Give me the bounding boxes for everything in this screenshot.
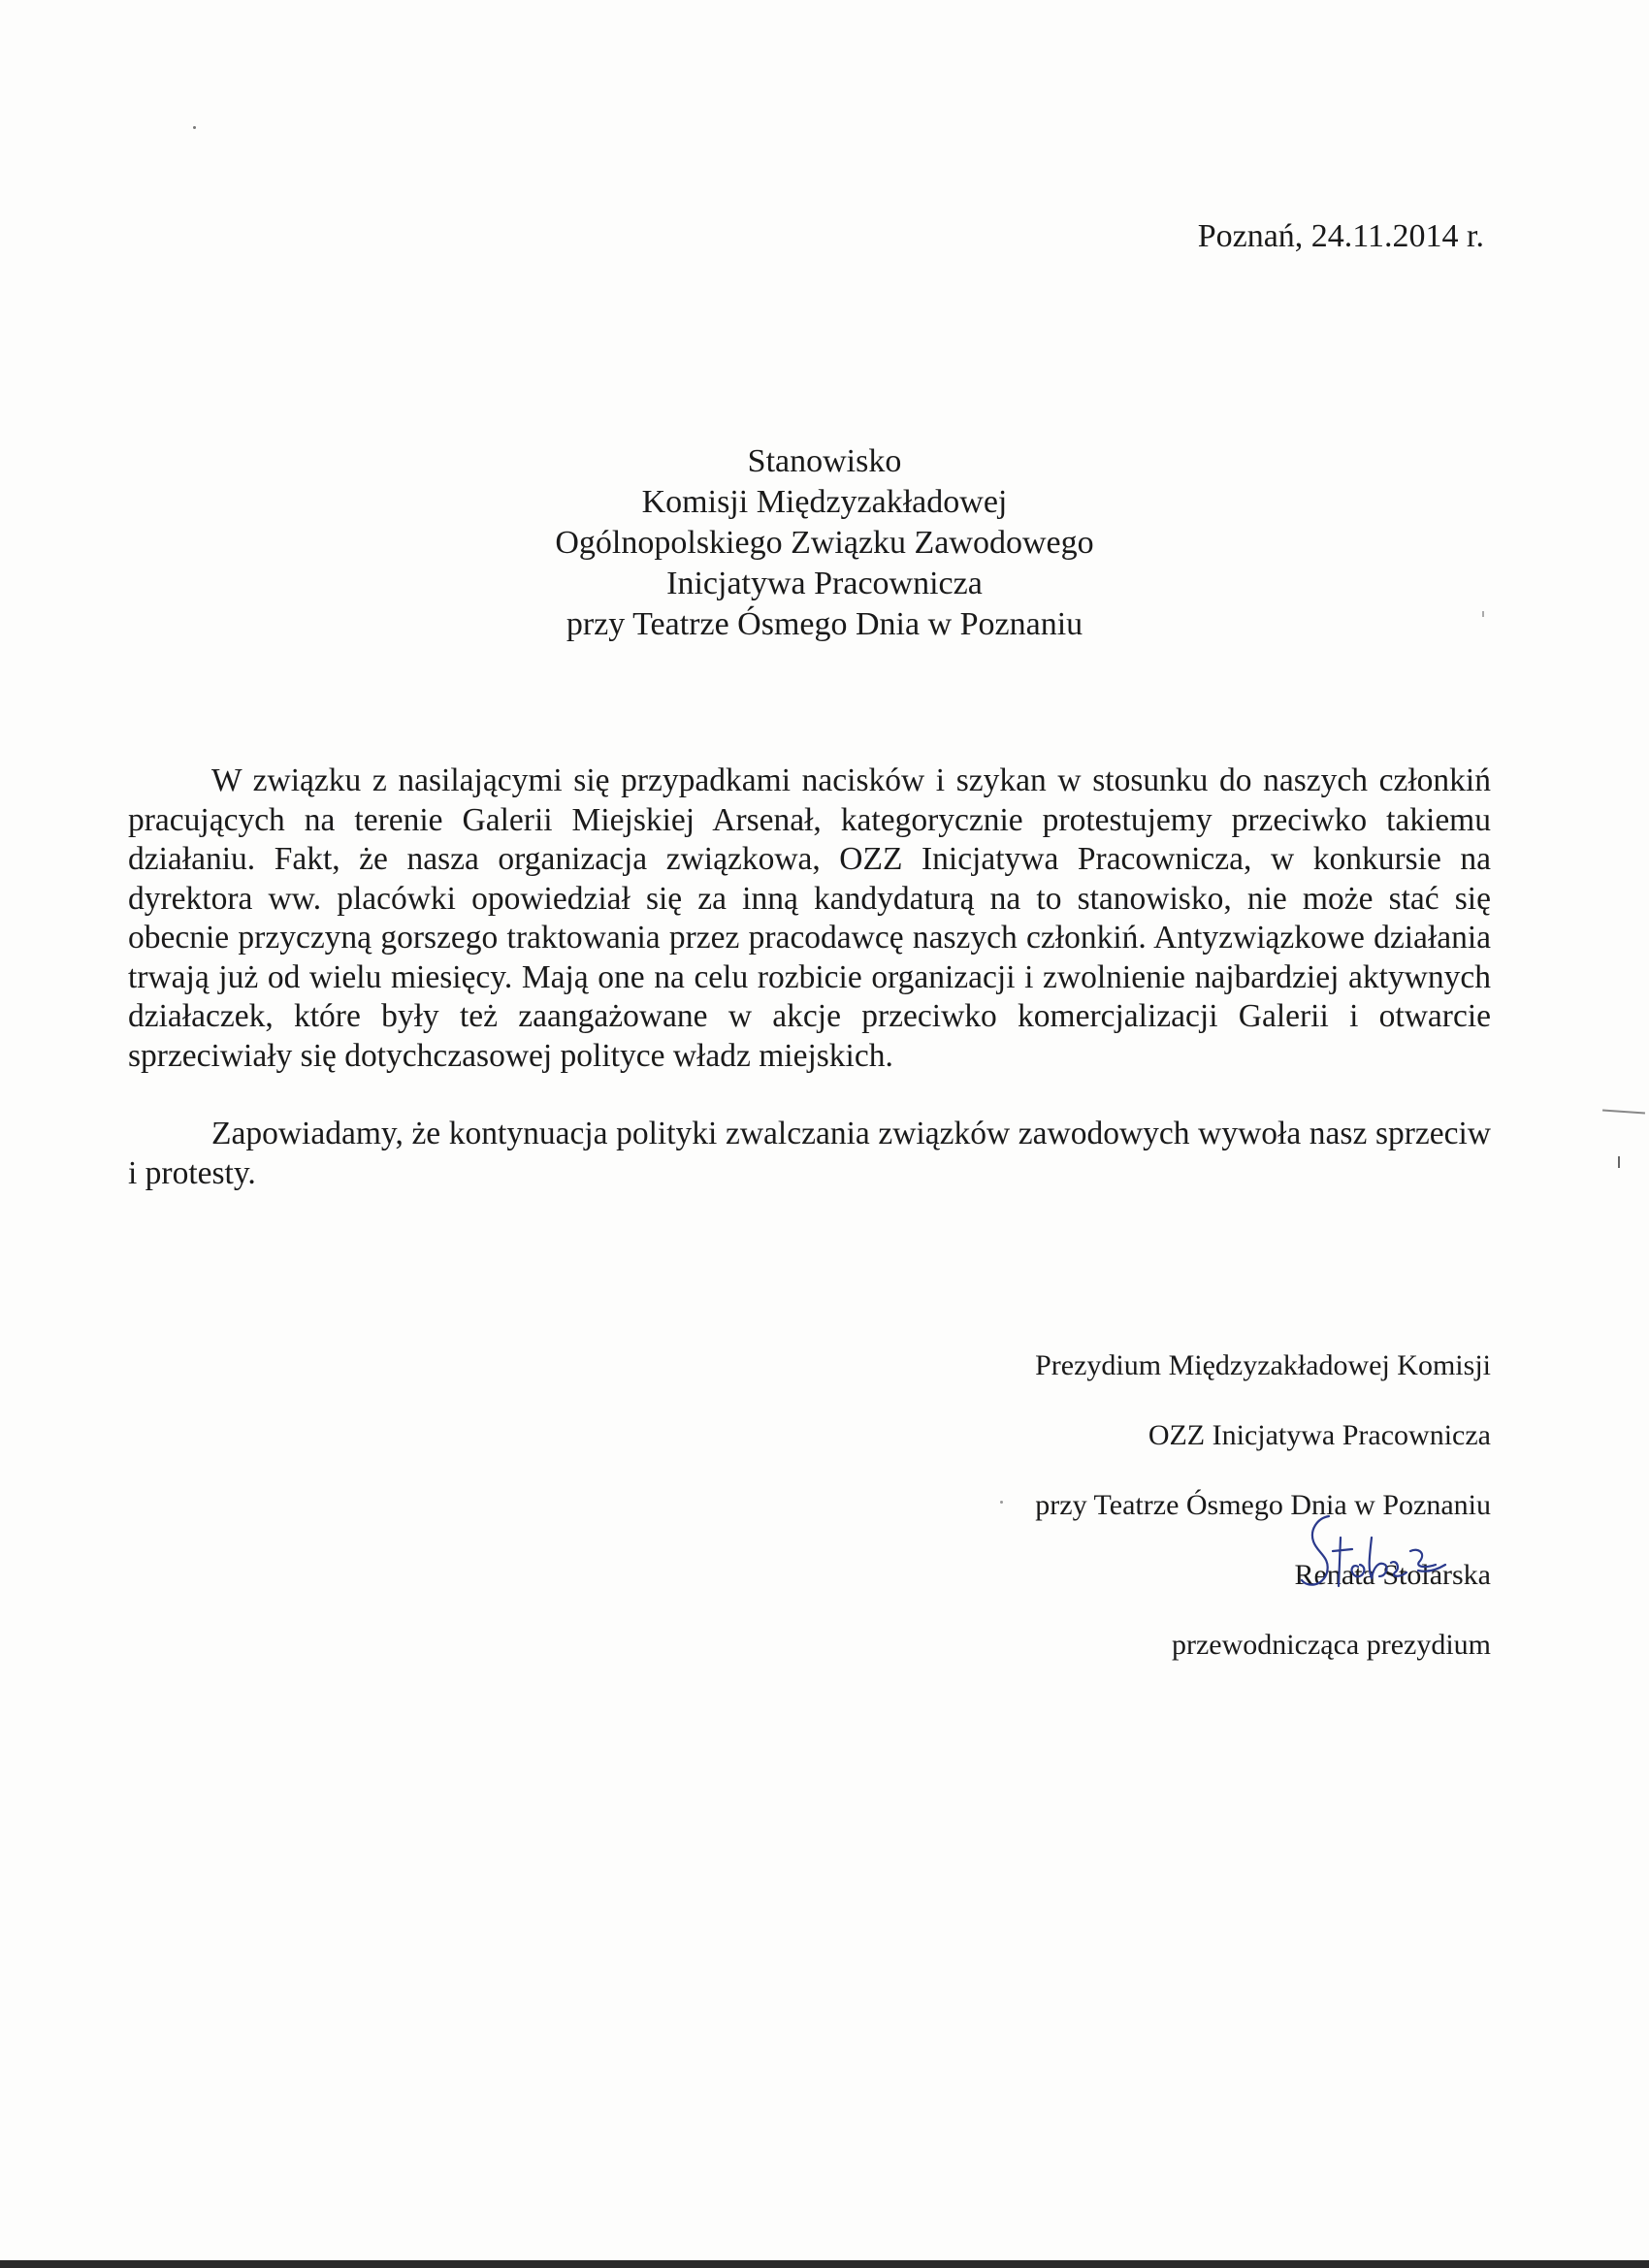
signature-line: Prezydium Międzyzakładowej Komisji xyxy=(1035,1349,1491,1381)
scan-artifact xyxy=(1618,1156,1620,1168)
letter-body xyxy=(128,761,1491,1193)
signatory-role: przewodnicząca prezydium xyxy=(1172,1629,1491,1661)
body-paragraph: Zapowiadamy, że kontynuacja polityki zwalczania związków zawodowych wywoła nasz sprzeciw i protesty. xyxy=(128,1116,1491,1191)
scan-artifact xyxy=(193,126,196,129)
heading-line: Ogólnopolskiego Związku Zawodowego xyxy=(555,525,1094,561)
signatory-name: Renata Stolarska xyxy=(1294,1559,1491,1591)
letter-date: Poznań, 24.11.2014 r. xyxy=(1197,218,1484,254)
heading-line: Inicjatywa Pracownicza xyxy=(666,566,983,601)
heading-line: Komisji Międzyzakładowej xyxy=(641,484,1008,520)
scan-artifact xyxy=(1000,1501,1003,1504)
body-paragraph: W związku z nasilającymi się przypadkami nacisków i szykan w stosunku do naszych członkiń pracujących na terenie Galerii Miejskiej Arsenał, kategorycznie protestujemy przeciwko takiemu działaniu. Fakt, że nasza organizacja związkowa, OZZ Inicjatywa Pracownicza, w konkursie na dyrektora ww. placówki opowiedział się za inną kandydaturą na to stanowisko, nie może stać się obecnie przyczyną gorszego traktowania przez pracodawcę naszych członkiń. Antyzwiązkowe działania trwają już od wielu miesięcy. Mają one na celu rozbicie organizacji i zwolnienie najbardziej aktywnych działaczek, które były też zaangażowane w akcje przeciwko komercjalizacji Galerii i otwarcie sprzeciwiały się dotychczasowej polityce władz miejskich. xyxy=(128,762,1491,1074)
signature-block xyxy=(1035,1346,1491,1665)
letter-heading xyxy=(0,441,1649,645)
signature-line: przy Teatrze Ósmego Dnia w Poznaniu xyxy=(1035,1489,1491,1521)
scan-artifact xyxy=(1602,1109,1645,1114)
signature-line: OZZ Inicjatywa Pracownicza xyxy=(1148,1419,1491,1451)
scan-border xyxy=(0,2260,1649,2268)
handwritten-signature xyxy=(1290,1508,1465,1605)
scan-artifact xyxy=(1482,611,1484,617)
heading-line: przy Teatrze Ósmego Dnia w Poznaniu xyxy=(566,606,1083,642)
heading-line: Stanowisko xyxy=(747,443,902,479)
